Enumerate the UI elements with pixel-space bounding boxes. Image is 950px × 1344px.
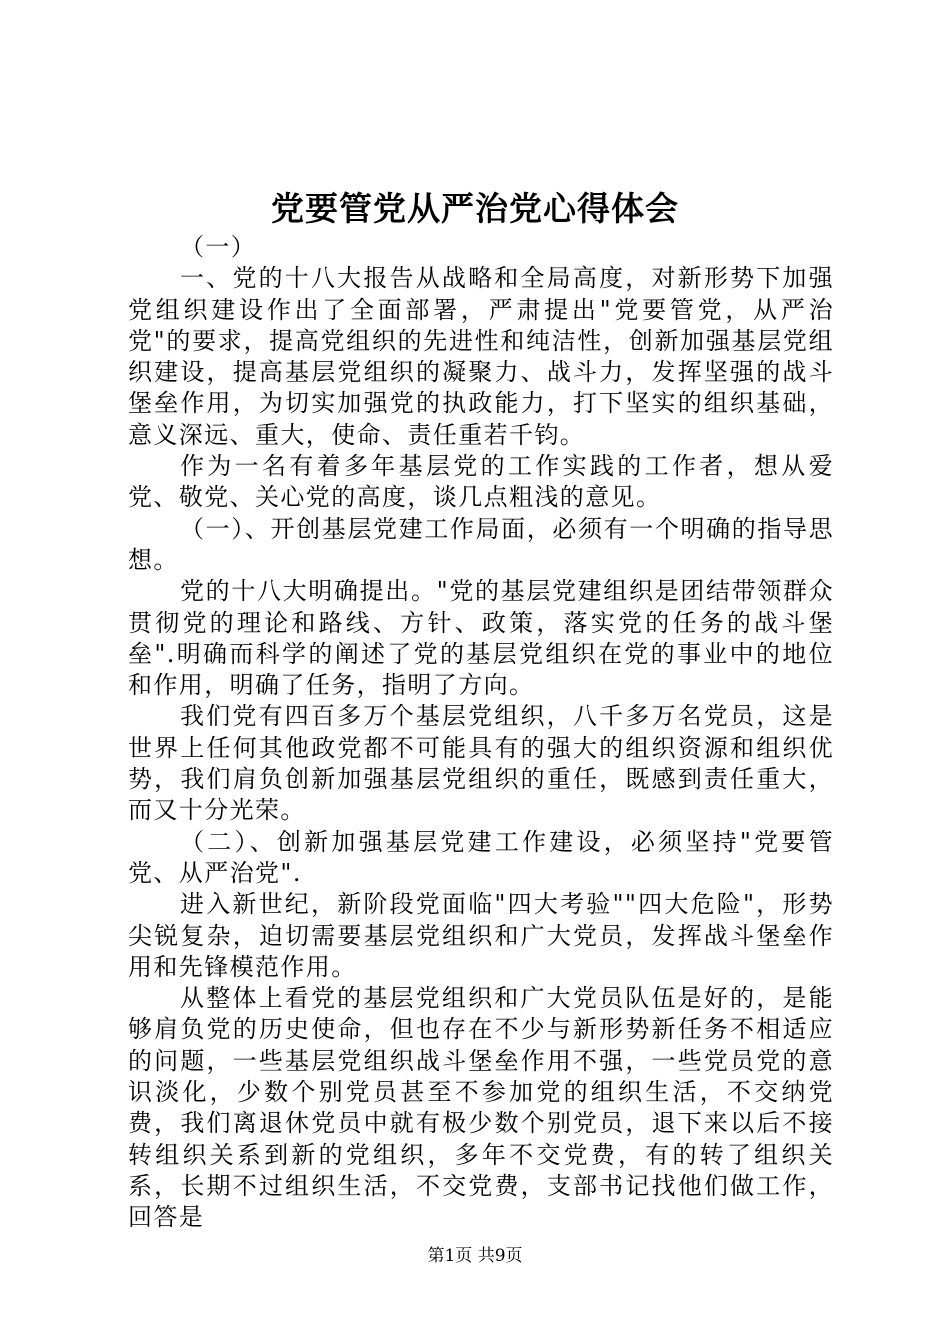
paragraph: 进入新世纪，新阶段党面临"四大考验""四大危险"，形势尖锐复杂，迫切需要基层党组织和广大党员，发挥战斗堡垒作用和先锋模范作用。 [128,890,834,981]
paragraph: （一） [180,233,257,261]
page-number-footer: 第1页 共9页 [427,1246,523,1266]
paragraph: （二）、创新加强基层党建工作建设，必须坚持"党要管党、从严治党". [128,827,834,887]
document-title: 党要管党从严治党心得体会 [271,189,679,228]
paragraph: 从整体上看党的基层党组织和广大党员队伍是好的，是能够肩负党的历史使命，但也存在不少与新形势新任务不相适应的问题，一些基层党组织战斗堡垒作用不强，一些党员党的意识淡化，少数个别党员甚至不参加党的组织生活，不交纳党费，我们离退休党员中就有极少数个别党员，退下来以后不接转组织关系到新的党组织，多年不交党费，有的转了组织关系，长期不过组织生活，不交党费，支部书记找他们做工作，回答是 [128,984,834,1232]
paragraph: 党的十八大明确提出。"党的基层党建组织是团结带领群众贯彻党的理论和路线、方针、政策，落实党的任务的战斗堡垒".明确而科学的阐述了党的基层党组织在党的事业中的地位和作用，明确了任务，指明了方向。 [128,577,834,700]
paragraph: 一、党的十八大报告从战略和全局高度，对新形势下加强党组织建设作出了全面部署，严肃提出"党要管党，从严治党"的要求，提高党组织的先进性和纯洁性，创新加强基层党组织建设，提高基层党组织的凝聚力、战斗力，发挥坚强的战斗堡垒作用，为切实加强党的执政能力，打下坚实的组织基础，意义深远、重大，使命、责任重若千钧。 [128,264,834,449]
document-body [128,232,834,1234]
paragraph: （一）、开创基层党建工作局面，必须有一个明确的指导思想。 [128,514,834,574]
paragraph: 我们党有四百多万个基层党组织，八千多万名党员，这是世界上任何其他政党都不可能具有的强大的组织资源和组织优势，我们肩负创新加强基层党组织的重任，既感到责任重大，而又十分光荣。 [128,702,834,825]
paragraph: 作为一名有着多年基层党的工作实践的工作者，想从爱党、敬党、关心党的高度，谈几点粗浅的意见。 [128,452,834,512]
